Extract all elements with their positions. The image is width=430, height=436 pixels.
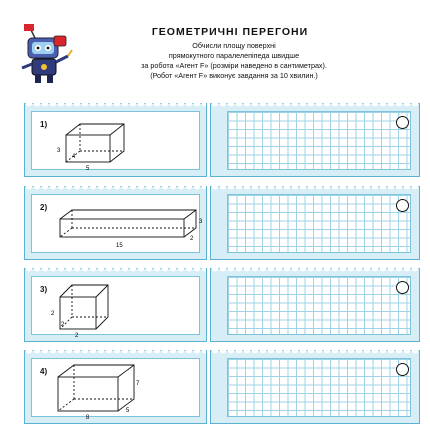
answer-grid[interactable]	[227, 358, 411, 417]
dimension-label: 2	[51, 311, 55, 317]
figure-panel	[24, 268, 207, 342]
task-number: 2)	[40, 203, 48, 212]
done-circle[interactable]	[396, 116, 409, 129]
worksheet-header	[0, 0, 430, 100]
instruction-line: Обчисли площу поверхні	[192, 41, 276, 50]
cuboid-figure	[32, 112, 202, 172]
worksheet-title: ГЕОМЕТРИЧНІ ПЕРЕГОНИ	[151, 26, 309, 38]
done-circle[interactable]	[396, 281, 409, 294]
task-number: 4)	[40, 367, 48, 376]
instruction-line: за робота «Агент F» (розміри наведено в сантиметрах).	[141, 61, 327, 70]
done-circle[interactable]	[396, 199, 409, 212]
answer-panel	[210, 350, 420, 424]
answer-grid[interactable]	[227, 111, 411, 170]
cuboid-figure	[32, 277, 202, 339]
dimension-label: 2	[61, 322, 65, 328]
answer-panel	[210, 268, 420, 342]
task-row-4	[24, 350, 420, 424]
scalloped-edge	[25, 350, 206, 357]
dimension-label: 5	[126, 408, 130, 414]
dimension-label: 3	[57, 148, 61, 154]
figure-area	[31, 358, 200, 421]
cuboid-figure	[32, 195, 202, 255]
scalloped-edge	[25, 186, 206, 193]
task-row-3	[24, 268, 420, 342]
dimension-label: 15	[116, 243, 123, 249]
task-number: 3)	[40, 285, 48, 294]
scalloped-edge	[211, 268, 419, 275]
figure-area	[31, 111, 200, 170]
answer-panel	[210, 103, 420, 177]
answer-grid[interactable]	[227, 194, 411, 253]
figure-panel	[24, 103, 207, 177]
instruction-line: (Робот «Агент F» виконує завдання за 10 хвилин.)	[150, 71, 318, 80]
dimension-label: 7	[136, 381, 140, 387]
dimension-label: 3	[199, 219, 203, 225]
task-instructions	[48, 41, 420, 81]
scalloped-edge	[211, 350, 419, 357]
task-number: 1)	[40, 120, 48, 129]
task-row-1	[24, 103, 420, 177]
scalloped-edge	[25, 268, 206, 275]
answer-panel	[210, 186, 420, 260]
answer-grid[interactable]	[227, 276, 411, 335]
scalloped-edge	[211, 186, 419, 193]
dimension-label: 8	[86, 415, 90, 421]
done-circle[interactable]	[396, 363, 409, 376]
scalloped-edge	[211, 103, 419, 110]
figure-area	[31, 276, 200, 339]
cuboid-figure	[32, 359, 202, 421]
figure-panel	[24, 350, 207, 424]
dimension-label: 5	[86, 166, 90, 172]
dimension-label: 4	[72, 154, 76, 160]
task-row-2	[24, 186, 420, 260]
instruction-line: прямокутного паралелепіпеда швидше	[168, 51, 300, 60]
dimension-label: 2	[190, 236, 194, 242]
figure-area	[31, 194, 203, 253]
figure-panel	[24, 186, 207, 260]
dimension-label: 2	[75, 333, 79, 339]
scalloped-edge	[25, 103, 206, 110]
